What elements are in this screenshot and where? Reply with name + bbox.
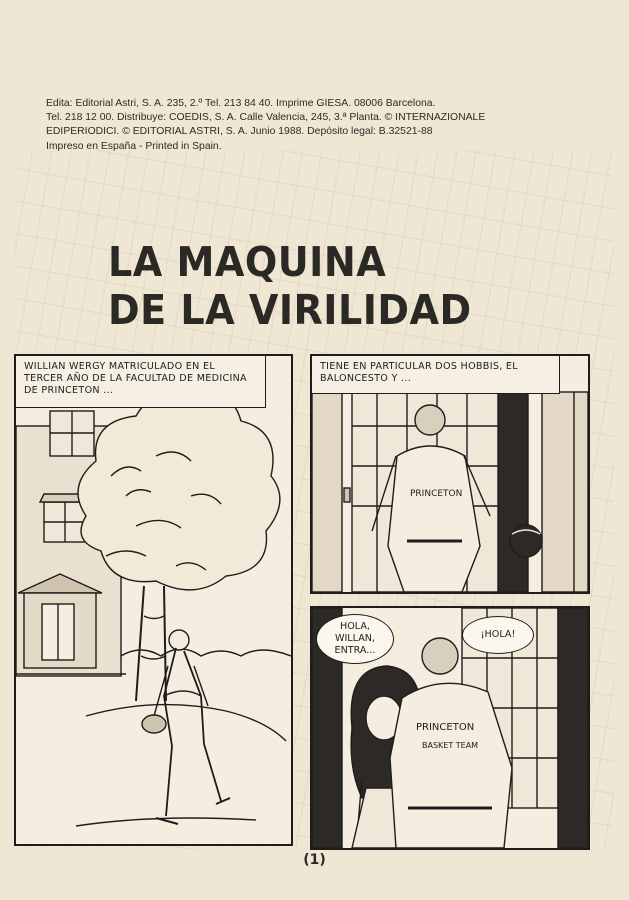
credits-line-4: Impreso en España - Printed in Spain. (46, 140, 222, 152)
greeting-jacket-text-1: PRINCETON (416, 722, 475, 733)
panel-door-caption: TIENE EN PARTICULAR DOS HOBBIS, EL BALONCESTO Y ... (312, 356, 560, 394)
page-number: (1) (303, 852, 326, 868)
speech-bubble-man-text: ¡HOLA! (480, 629, 516, 640)
panel-campus-caption: WILLIAN WERGY MATRICULADO EN EL TERCER AÑO DE LA FACULTAD DE MEDICINA DE PRINCETON ... (16, 356, 266, 408)
title-line-1: LA MAQUINA (108, 238, 387, 286)
door-jacket-text: PRINCETON (410, 489, 463, 499)
publisher-credits (46, 97, 526, 154)
panel-campus (14, 354, 293, 846)
credits-line-3: EDIPERIODICI. © EDITORIAL ASTRI, S. A. Junio 1988. Depósito legal: B.32521-88 (46, 126, 433, 138)
story-title (108, 238, 472, 334)
credits-line-2: Tel. 218 12 00. Distribuye: COEDIS, S. A. Calle Valencia, 245, 3.ª Planta. © INTERNAZIONALE (46, 112, 486, 124)
title-line-2: DE LA VIRILIDAD (108, 286, 472, 334)
greeting-jacket-text-2: BASKET TEAM (422, 741, 479, 750)
panel-greeting (310, 606, 590, 850)
campus-illustration (16, 356, 291, 844)
speech-bubble-woman (316, 614, 394, 664)
credits-line-1: Edita: Editorial Astri, S. A. 235, 2.º Tel. 213 84 40. Imprime GIESA. 08006 Barcelona. (46, 98, 436, 109)
speech-bubble-man (462, 616, 534, 654)
speech-bubble-woman-text: HOLA, WILLAN, ENTRA... (334, 621, 376, 656)
panel-door (310, 354, 590, 594)
